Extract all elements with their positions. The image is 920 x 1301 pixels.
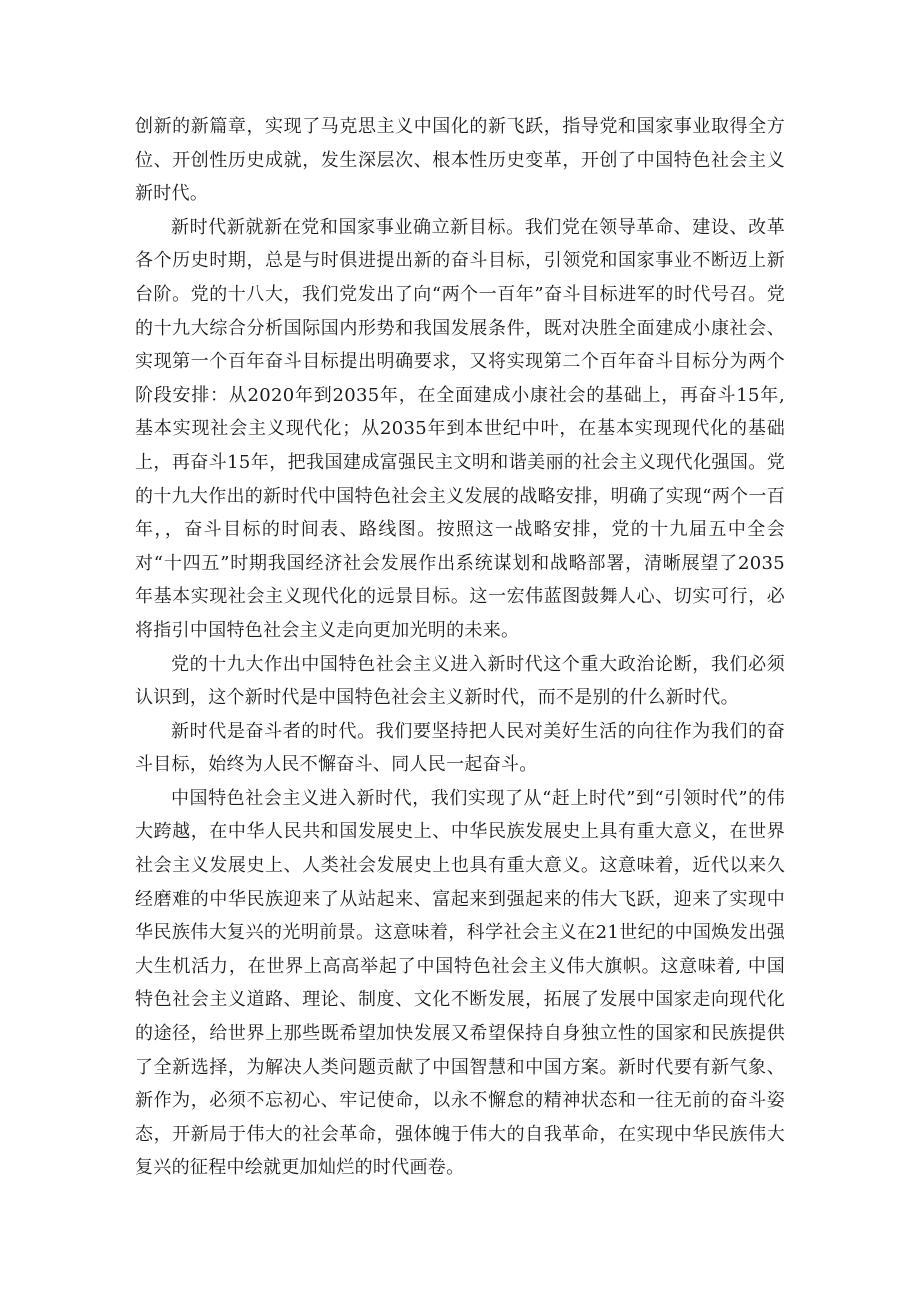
paragraph-2: 新时代新就新在党和国家事业确立新目标。我们党在领导革命、建设、改革各个历史时期，总是与时俱进提出新的奋斗目标，引领党和国家事业不断迈上新台阶。党的十八大，我们党发出了向“两个一百年”奋斗目标进军的时代号召。党的十九大综合分析国际国内形势和我国发展条件，既对决胜全面建成小康社会、实现第一个百年奋斗目标提出明确要求，又将实现第二个百年奋斗目标分为两个阶段安排：从2020年到2035年，在全面建成小康社会的基础上，再奋斗15年, 基本实现社会主义现代化；从2035年到本世纪中叶，在基本实现现代化的基础上，再奋斗15年，把我国建成富强民主文明和谐美丽的社会主义现代化强国。党的十九大作出的新时代中国特色社会主义发展的战略安排，明确了实现“两个一百年，，奋斗目标的时间表、路线图。按照这一战略安排，党的十九届五中全会对“十四五”时期我国经济社会发展作出系统谋划和战略部署，清晰展望了2035年基本实现社会主义现代化的远景目标。这一宏伟蓝图鼓舞人心、切实可行，必将指引中国特色社会主义走向更加光明的未来。 <box>135 216 785 641</box>
paragraph-4: 新时代是奋斗者的时代。我们要坚持把人民对美好生活的向往作为我们的奋斗目标，始终为人民不懈奋斗、同人民一起奋斗。 <box>135 720 785 776</box>
paragraph-5: 中国特色社会主义进入新时代，我们实现了从“赶上时代”到“引领时代”的伟大跨越，在中华人民共和国发展史上、中华民族发展史上具有重大意义，在世界社会主义发展史上、人类社会发展史上也具有重大意义。这意味着，近代以来久经磨难的中华民族迎来了从站起来、富起来到强起来的伟大飞跃，迎来了实现中华民族伟大复兴的光明前景。这意味着，科学社会主义在21世纪的中国焕发出强大生机活力，在世界上高高举起了中国特色社会主义伟大旗帜。这意味着, 中国特色社会主义道路、理论、制度、文化不断发展，拓展了发展中国家走向现代化的途径，给世界上那些既希望加快发展又希望保持自身独立性的国家和民族提供了全新选择，为解决人类问题贡献了中国智慧和中国方案。新时代要有新气象、新作为，必须不忘初心、牢记使命，以永不懈怠的精神状态和一往无前的奋斗姿态，开新局于伟大的社会革命，强体魄于伟大的自我革命，在实现中华民族伟大复兴的征程中绘就更加灿烂的时代画卷。 <box>135 787 785 1179</box>
paragraph-3: 党的十九大作出中国特色社会主义进入新时代这个重大政治论断，我们必须认识到，这个新时代是中国特色社会主义新时代，而不是别的什么新时代。 <box>135 653 785 709</box>
paragraph-1: 创新的新篇章，实现了马克思主义中国化的新飞跃，指导党和国家事业取得全方位、开创性历史成就，发生深层次、根本性历史变革，开创了中国特色社会主义新时代。 <box>135 116 785 205</box>
article-body <box>135 110 785 1185</box>
